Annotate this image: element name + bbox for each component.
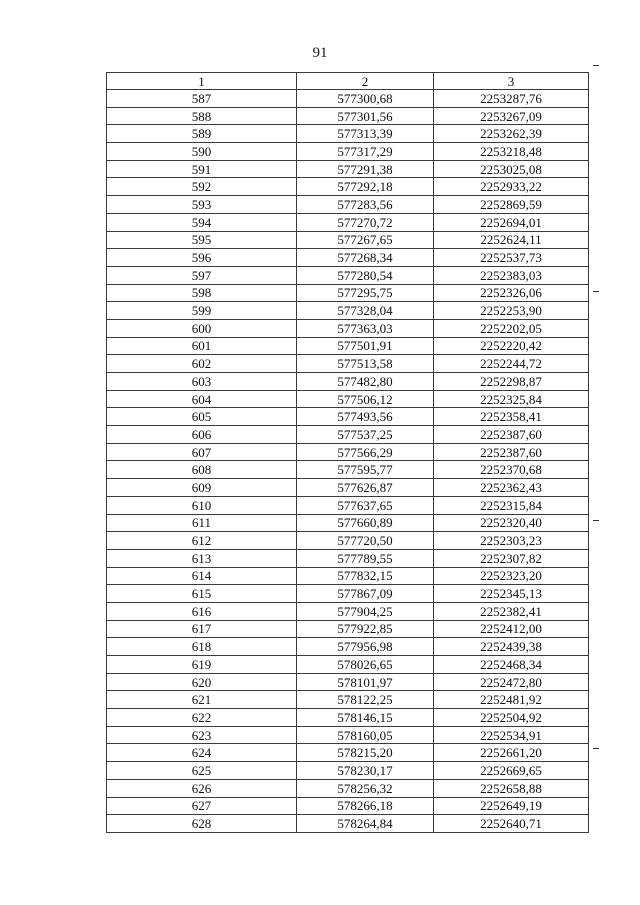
point-number-cell: 627 <box>107 797 297 815</box>
y-coordinate-cell: 2252481,92 <box>434 691 589 709</box>
y-coordinate-cell: 2252298,87 <box>434 373 589 391</box>
x-coordinate-cell: 577626,87 <box>297 479 434 497</box>
x-coordinate-cell: 577956,98 <box>297 638 434 656</box>
x-coordinate-cell: 577313,39 <box>297 125 434 143</box>
y-coordinate-cell: 2252933,22 <box>434 178 589 196</box>
page-number: 91 <box>312 45 328 61</box>
x-coordinate-cell: 577292,18 <box>297 178 434 196</box>
x-coordinate-cell: 577506,12 <box>297 390 434 408</box>
x-coordinate-cell: 577867,09 <box>297 585 434 603</box>
x-coordinate-cell: 577317,29 <box>297 143 434 161</box>
point-number-cell: 607 <box>107 443 297 461</box>
y-coordinate-cell: 2252362,43 <box>434 479 589 497</box>
point-number-cell: 623 <box>107 726 297 744</box>
scan-mark <box>593 748 599 749</box>
point-number-cell: 591 <box>107 160 297 178</box>
y-coordinate-cell: 2252307,82 <box>434 549 589 567</box>
table-row <box>107 249 589 267</box>
point-number-cell: 618 <box>107 638 297 656</box>
table-row <box>107 602 589 620</box>
x-coordinate-cell: 577537,25 <box>297 426 434 444</box>
point-number-cell: 611 <box>107 514 297 532</box>
point-number-cell: 606 <box>107 426 297 444</box>
x-coordinate-cell: 578230,17 <box>297 762 434 780</box>
table-row <box>107 373 589 391</box>
table-row <box>107 178 589 196</box>
table-row <box>107 779 589 797</box>
y-coordinate-cell: 2252869,59 <box>434 196 589 214</box>
table-row <box>107 125 589 143</box>
x-coordinate-cell: 577922,85 <box>297 620 434 638</box>
point-number-cell: 619 <box>107 656 297 674</box>
table-row <box>107 532 589 550</box>
y-coordinate-cell: 2252468,34 <box>434 656 589 674</box>
table-row <box>107 744 589 762</box>
point-number-cell: 617 <box>107 620 297 638</box>
y-coordinate-cell: 2252669,65 <box>434 762 589 780</box>
table-body <box>107 90 589 833</box>
x-coordinate-cell: 578256,32 <box>297 779 434 797</box>
x-coordinate-cell: 578026,65 <box>297 656 434 674</box>
x-coordinate-cell: 577291,38 <box>297 160 434 178</box>
point-number-cell: 593 <box>107 196 297 214</box>
x-coordinate-cell: 578264,84 <box>297 815 434 833</box>
table-row <box>107 107 589 125</box>
table-row <box>107 408 589 426</box>
table-row <box>107 302 589 320</box>
point-number-cell: 597 <box>107 266 297 284</box>
y-coordinate-cell: 2252303,23 <box>434 532 589 550</box>
table-row <box>107 726 589 744</box>
point-number-cell: 626 <box>107 779 297 797</box>
y-coordinate-cell: 2252383,03 <box>434 266 589 284</box>
point-number-cell: 592 <box>107 178 297 196</box>
table-row <box>107 620 589 638</box>
x-coordinate-cell: 577280,54 <box>297 266 434 284</box>
x-coordinate-cell: 577300,68 <box>297 90 434 108</box>
point-number-cell: 609 <box>107 479 297 497</box>
table-row <box>107 673 589 691</box>
table-row <box>107 266 589 284</box>
point-number-cell: 605 <box>107 408 297 426</box>
x-coordinate-cell: 578101,97 <box>297 673 434 691</box>
y-coordinate-cell: 2252661,20 <box>434 744 589 762</box>
table-row <box>107 143 589 161</box>
x-coordinate-cell: 577267,65 <box>297 231 434 249</box>
y-coordinate-cell: 2253262,39 <box>434 125 589 143</box>
y-coordinate-cell: 2252439,38 <box>434 638 589 656</box>
y-coordinate-cell: 2252694,01 <box>434 213 589 231</box>
table-row <box>107 337 589 355</box>
y-coordinate-cell: 2252370,68 <box>434 461 589 479</box>
y-coordinate-cell: 2253267,09 <box>434 107 589 125</box>
y-coordinate-cell: 2252358,41 <box>434 408 589 426</box>
point-number-cell: 599 <box>107 302 297 320</box>
x-coordinate-cell: 578146,15 <box>297 709 434 727</box>
y-coordinate-cell: 2252345,13 <box>434 585 589 603</box>
y-coordinate-cell: 2252325,84 <box>434 390 589 408</box>
point-number-cell: 601 <box>107 337 297 355</box>
y-coordinate-cell: 2252534,91 <box>434 726 589 744</box>
y-coordinate-cell: 2252537,73 <box>434 249 589 267</box>
point-number-cell: 595 <box>107 231 297 249</box>
y-coordinate-cell: 2252640,71 <box>434 815 589 833</box>
column-header-x: 2 <box>297 73 434 90</box>
coordinates-table <box>106 72 589 833</box>
point-number-cell: 616 <box>107 602 297 620</box>
point-number-cell: 588 <box>107 107 297 125</box>
table-row <box>107 709 589 727</box>
x-coordinate-cell: 577270,72 <box>297 213 434 231</box>
table-row <box>107 549 589 567</box>
point-number-cell: 622 <box>107 709 297 727</box>
table-row <box>107 390 589 408</box>
point-number-cell: 628 <box>107 815 297 833</box>
point-number-cell: 598 <box>107 284 297 302</box>
table-row <box>107 461 589 479</box>
table-row <box>107 585 589 603</box>
x-coordinate-cell: 577363,03 <box>297 319 434 337</box>
x-coordinate-cell: 577283,56 <box>297 196 434 214</box>
table-row <box>107 691 589 709</box>
point-number-cell: 587 <box>107 90 297 108</box>
table-row <box>107 213 589 231</box>
scan-mark <box>593 65 599 66</box>
point-number-cell: 589 <box>107 125 297 143</box>
point-number-cell: 604 <box>107 390 297 408</box>
y-coordinate-cell: 2252202,05 <box>434 319 589 337</box>
y-coordinate-cell: 2252624,11 <box>434 231 589 249</box>
table-row <box>107 160 589 178</box>
y-coordinate-cell: 2253025,08 <box>434 160 589 178</box>
table-row <box>107 90 589 108</box>
point-number-cell: 594 <box>107 213 297 231</box>
point-number-cell: 625 <box>107 762 297 780</box>
table-row <box>107 815 589 833</box>
column-header-number: 1 <box>107 73 297 90</box>
x-coordinate-cell: 577904,25 <box>297 602 434 620</box>
point-number-cell: 596 <box>107 249 297 267</box>
y-coordinate-cell: 2252320,40 <box>434 514 589 532</box>
scan-mark <box>593 520 599 521</box>
x-coordinate-cell: 577595,77 <box>297 461 434 479</box>
point-number-cell: 621 <box>107 691 297 709</box>
table-row <box>107 797 589 815</box>
point-number-cell: 612 <box>107 532 297 550</box>
column-header-y: 3 <box>434 73 589 90</box>
point-number-cell: 602 <box>107 355 297 373</box>
table-row <box>107 496 589 514</box>
table-row <box>107 319 589 337</box>
point-number-cell: 620 <box>107 673 297 691</box>
point-number-cell: 613 <box>107 549 297 567</box>
x-coordinate-cell: 577789,55 <box>297 549 434 567</box>
x-coordinate-cell: 577328,04 <box>297 302 434 320</box>
table-row <box>107 638 589 656</box>
table-row <box>107 443 589 461</box>
table-row <box>107 514 589 532</box>
table-row <box>107 355 589 373</box>
y-coordinate-cell: 2252658,88 <box>434 779 589 797</box>
table-row <box>107 762 589 780</box>
scan-mark <box>593 291 599 292</box>
point-number-cell: 615 <box>107 585 297 603</box>
x-coordinate-cell: 577566,29 <box>297 443 434 461</box>
x-coordinate-cell: 577660,89 <box>297 514 434 532</box>
y-coordinate-cell: 2252387,60 <box>434 426 589 444</box>
y-coordinate-cell: 2252504,92 <box>434 709 589 727</box>
y-coordinate-cell: 2252323,20 <box>434 567 589 585</box>
x-coordinate-cell: 578122,25 <box>297 691 434 709</box>
x-coordinate-cell: 577268,34 <box>297 249 434 267</box>
table-row <box>107 284 589 302</box>
x-coordinate-cell: 577493,56 <box>297 408 434 426</box>
x-coordinate-cell: 577482,80 <box>297 373 434 391</box>
x-coordinate-cell: 577513,58 <box>297 355 434 373</box>
y-coordinate-cell: 2252649,19 <box>434 797 589 815</box>
point-number-cell: 610 <box>107 496 297 514</box>
point-number-cell: 600 <box>107 319 297 337</box>
y-coordinate-cell: 2253287,76 <box>434 90 589 108</box>
point-number-cell: 590 <box>107 143 297 161</box>
table-row <box>107 231 589 249</box>
y-coordinate-cell: 2252412,00 <box>434 620 589 638</box>
table-row <box>107 656 589 674</box>
x-coordinate-cell: 577301,56 <box>297 107 434 125</box>
x-coordinate-cell: 577720,50 <box>297 532 434 550</box>
y-coordinate-cell: 2252387,60 <box>434 443 589 461</box>
y-coordinate-cell: 2252472,80 <box>434 673 589 691</box>
table-row <box>107 567 589 585</box>
y-coordinate-cell: 2252253,90 <box>434 302 589 320</box>
table-row <box>107 196 589 214</box>
x-coordinate-cell: 578215,20 <box>297 744 434 762</box>
x-coordinate-cell: 577832,15 <box>297 567 434 585</box>
point-number-cell: 624 <box>107 744 297 762</box>
x-coordinate-cell: 577295,75 <box>297 284 434 302</box>
header-row <box>107 73 589 90</box>
x-coordinate-cell: 577501,91 <box>297 337 434 355</box>
x-coordinate-cell: 578160,05 <box>297 726 434 744</box>
point-number-cell: 614 <box>107 567 297 585</box>
y-coordinate-cell: 2252315,84 <box>434 496 589 514</box>
x-coordinate-cell: 577637,65 <box>297 496 434 514</box>
y-coordinate-cell: 2252326,06 <box>434 284 589 302</box>
x-coordinate-cell: 578266,18 <box>297 797 434 815</box>
y-coordinate-cell: 2252220,42 <box>434 337 589 355</box>
table-row <box>107 426 589 444</box>
y-coordinate-cell: 2252382,41 <box>434 602 589 620</box>
y-coordinate-cell: 2252244,72 <box>434 355 589 373</box>
point-number-cell: 603 <box>107 373 297 391</box>
table-row <box>107 479 589 497</box>
y-coordinate-cell: 2253218,48 <box>434 143 589 161</box>
point-number-cell: 608 <box>107 461 297 479</box>
